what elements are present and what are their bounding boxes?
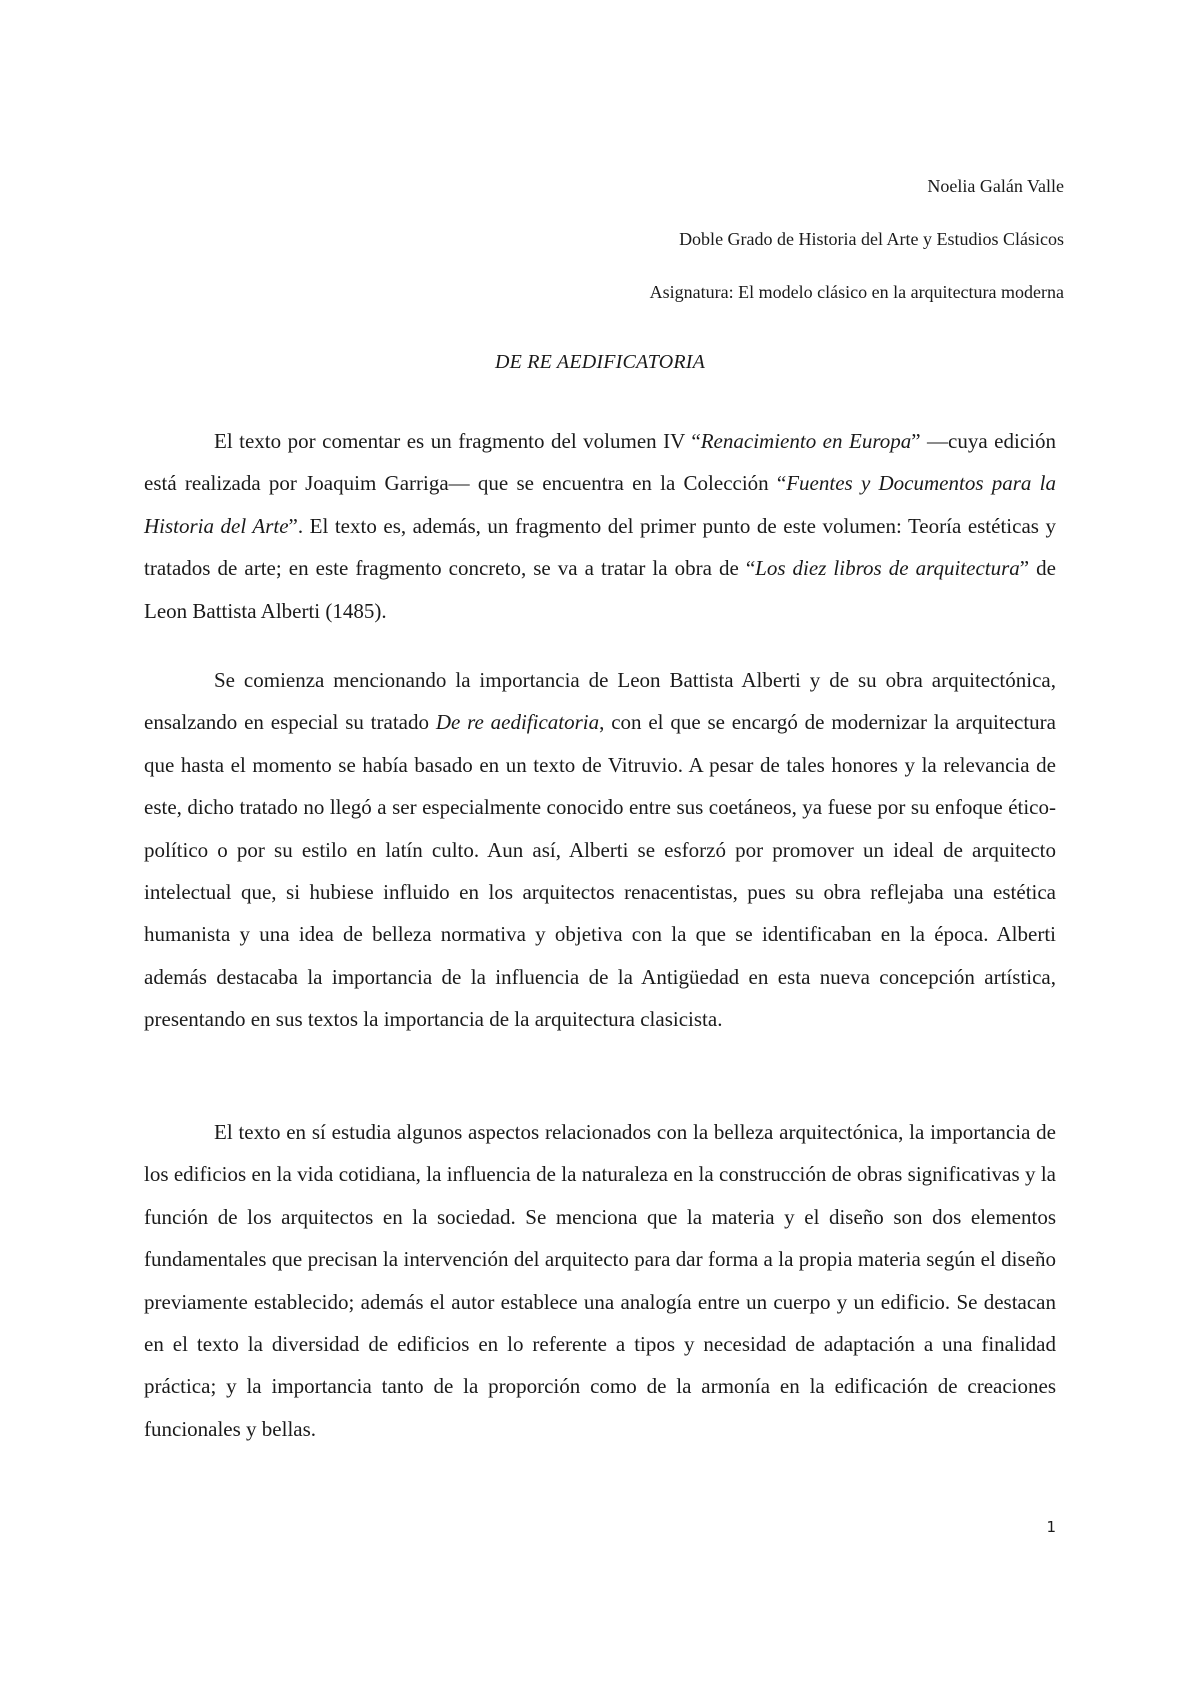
paragraph-text: ” de Leon Battista Alberti (1485). <box>144 556 1056 623</box>
paragraph-text: ”. El texto es, además, un fragmento del primer punto de este volumen: Teoría estéticas y tratados de arte; en este fragmento concreto, se va a tratar la obra de “ <box>144 513 1056 581</box>
subject-name: Asignatura: El modelo clásico en la arquitectura moderna <box>649 282 1064 302</box>
paragraph-2 <box>144 659 1056 1041</box>
author-name: Noelia Galán Valle <box>927 176 1064 196</box>
paragraph-1 <box>144 420 1056 632</box>
page-number: 1 <box>1046 1518 1056 1536</box>
paragraph-italic-text: De re aedificatoria <box>435 710 600 735</box>
paragraph-text: Se comienza mencionando la importancia de Leon Battista Alberti y de su obra arquitectónica, ensalzando en especial su tratado <box>144 668 1056 735</box>
paragraph-text: El texto por comentar es un fragmento del volumen IV “ <box>214 429 701 453</box>
paragraph-text: , con el que se encargó de modernizar la arquitectura que hasta el momento se había basado en un texto de Vitruvio. A pesar de tales honores y la relevancia de este, dicho tratado no llegó a ser especialmente conocido entre sus coetáneos, ya fuese por su enfoque ético-político o por su estilo en latín culto. Aun así, Alberti se esforzó por promover un ideal de arquitecto intelectual que, si hubiese influido en los arquitectos renacentistas, pues su obra reflejaba una estética humanista y una idea de belleza normativa y objetiva con la que se identificaban en la época. Alberti además destacaba la importancia de la influencia de la Antigüedad en esta nueva concepción artística, presentando en sus textos la importancia de la arquitectura clasicista. <box>144 710 1056 1032</box>
document-title: DE RE AEDIFICATORIA <box>494 351 706 373</box>
paragraph-3 <box>144 1111 1056 1450</box>
paragraph-italic-text: Los diez libros de arquitectura <box>755 556 1020 581</box>
paragraph-text: El texto en sí estudia algunos aspectos relacionados con la belleza arquitectónica, la importancia de los edificios en la vida cotidiana, la influencia de la naturaleza en la construcción de obras significativas y la función de los arquitectos en la sociedad. Se menciona que la materia y el diseño son dos elementos fundamentales que precisan la intervención del arquitecto para dar forma a la propia materia según el diseño previamente establecido; además el autor establece una analogía entre un cuerpo y un edificio. Se destacan en el texto la diversidad de edificios en lo referente a tipos y necesidad de adaptación a una finalidad práctica; y la importancia tanto de la proporción como de la armonía en la edificación de creaciones funcionales y bellas. <box>144 1120 1056 1441</box>
paragraph-text: ” —cuya edición está realizada por Joaquim Garriga— que se encuentra en la Colección “ <box>144 429 1056 496</box>
paragraph-italic-text: Renacimiento en Europa <box>700 429 912 453</box>
paragraph-italic-text: Fuentes y Documentos para la Historia del Arte <box>144 471 1056 538</box>
degree-name: Doble Grado de Historia del Arte y Estudios Clásicos <box>679 229 1064 249</box>
